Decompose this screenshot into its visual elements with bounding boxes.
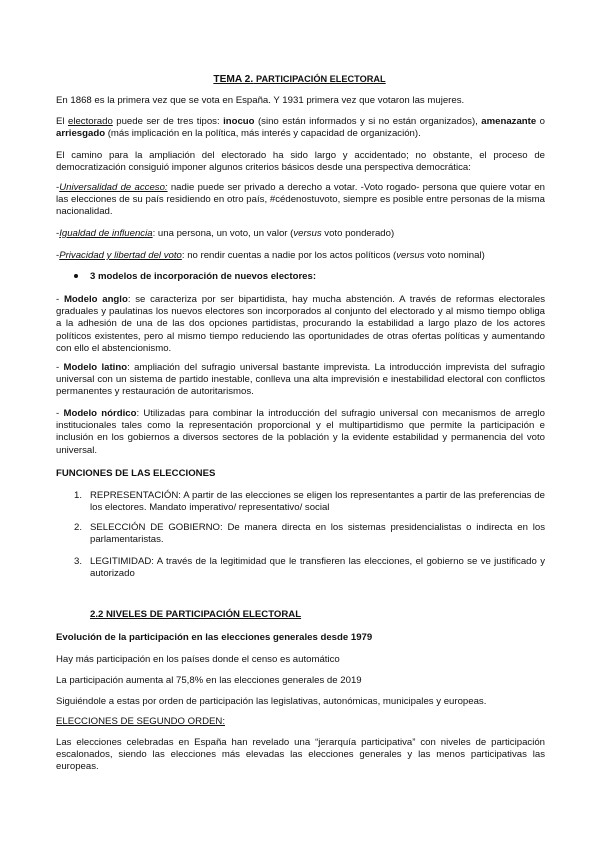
list-text: SELECCIÓN DE GOBIERNO: De manera directa en los sistemas presidencialistas o indirecta en los parlamentaristas. <box>90 522 545 546</box>
term-modelo-latino: Modelo latino <box>63 362 128 373</box>
paragraph-1868: En 1868 es la primera vez que se vota en España. Y 1931 primera vez que votaron las mujeres. <box>56 95 465 106</box>
title-main: TEMA 2. <box>213 74 254 85</box>
paragraph-camino: El camino para la ampliación del electorado ha sido largo y accidentado; no obstante, el proceso de democratización consiguió imponer algunos criterios básicos desde una perspectiva democrática: <box>56 150 545 174</box>
heading-funciones: FUNCIONES DE LAS ELECCIONES <box>56 468 216 479</box>
term-amenazante: amenazante <box>481 116 537 127</box>
heading-evolucion: Evolución de la participación en las elecciones generales desde 1979 <box>56 632 373 643</box>
heading-segundo-orden: ELECCIONES DE SEGUNDO ORDEN: <box>56 716 225 727</box>
term-modelo-anglo: Modelo anglo <box>63 294 128 305</box>
list-text: LEGITIMIDAD: A través de la legitimidad que le transfieren las elecciones, el gobierno se ve justificado y autorizado <box>90 556 545 580</box>
paragraph-jerarquia: Las elecciones celebradas en España han revelado una “jerarquía participativa” con niveles de participación escalonados, siendo las elecciones más elevadas las elecciones generales y las menos participativas las europeas. <box>56 737 545 773</box>
paragraph-modelo-nordico: - Modelo nórdico: Utilizadas para combinar la introducción del sufragio universal con mecanismos de arreglo institucionales tales como la representación proporcional y el multipartidismo que permite la participación e inclusión en los gobiernos a diversos sectores de la población y la evidente estabilidad y permanencia del voto universal. <box>56 408 545 456</box>
term-arriesgado: arriesgado <box>56 128 106 140</box>
paragraph-modelo-anglo: - Modelo anglo: se caracteriza por ser bipartidista, hay mucha abstención. A través de reformas electorales graduales y paulatinas los nuevos electores son incorporados al conjunto del electorado y al mismo tiempo obliga a la adhesión de una de las dos opciones partidistas, procurando la estabilidad a largo plazo de los actores políticos existentes, pero al mismo tiempo reduciendo las oportunidades de otras ofertas políticas y aumentando con ello el abstencionismo. <box>56 294 545 354</box>
paragraph-participacion-2019: La participación aumenta al 75,8% en las elecciones generales de 2019 <box>56 675 362 686</box>
title-sub: PARTICIPACIÓN ELECTORAL <box>256 74 386 84</box>
section-title-niveles: 2.2 NIVELES DE PARTICIPACIÓN ELECTORAL <box>90 609 302 620</box>
term-inocuo: inocuo <box>223 116 255 127</box>
paragraph-censo: Hay más participación en los países donde el censo es automático <box>56 654 340 665</box>
term-universalidad: Universalidad de acceso: <box>59 182 168 193</box>
bullet-icon <box>74 274 78 278</box>
term-modelo-nordico: Modelo nórdico <box>63 408 137 419</box>
list-number: 2. <box>74 522 83 533</box>
term-igualdad: Igualdad de influencia <box>59 228 153 239</box>
paragraph-modelo-latino: - Modelo latino: ampliación del sufragio universal bastante imprevista. La introducción imprevista del sufragio universal con un sistema de partido inestable, conlleva una alta imprevisión e inestabilidad electoral con conflictos permanentes y restauración de autoritarismos. <box>56 362 545 398</box>
paragraph-universalidad: -Universalidad de acceso: nadie puede ser privado a derecho a votar. -Voto rogado- persona que quiere votar en las elecciones de su país residiendo en otro país, #cédenostuvoto, siempre es posible entre personas de la misma nacionalidad. <box>56 182 545 218</box>
list-number: 1. <box>74 490 83 501</box>
paragraph-igualdad: -Igualdad de influencia: una persona, un voto, un valor (versus voto ponderado) <box>56 228 395 239</box>
paragraph-electorado: El electorado puede ser de tres tipos: inocuo (sino están informados y si no están organizados), amenazante o arriesgado (más implicación en la política, más interés y capacidad de organización). <box>56 116 545 140</box>
term-electorado: electorado <box>67 116 113 127</box>
list-number: 3. <box>74 556 83 567</box>
list-text: REPRESENTACIÓN: A partir de las elecciones se eligen los representantes a partir de las preferencias de los electores. Mandato imperativo/ representativo/ social <box>90 490 545 514</box>
bullet-modelos: 3 modelos de incorporación de nuevos electores: <box>74 271 544 283</box>
paragraph-orden-participacion: Siguiéndole a estas por orden de participación las legislativas, autonómicas, municipales y europeas. <box>56 696 487 707</box>
term-privacidad: Privacidad y libertad del voto <box>59 250 182 261</box>
paragraph-privacidad: -Privacidad y libertad del voto: no rendir cuentas a nadie por los actos políticos (versus voto nominal) <box>56 250 485 261</box>
page-title <box>0 73 599 86</box>
